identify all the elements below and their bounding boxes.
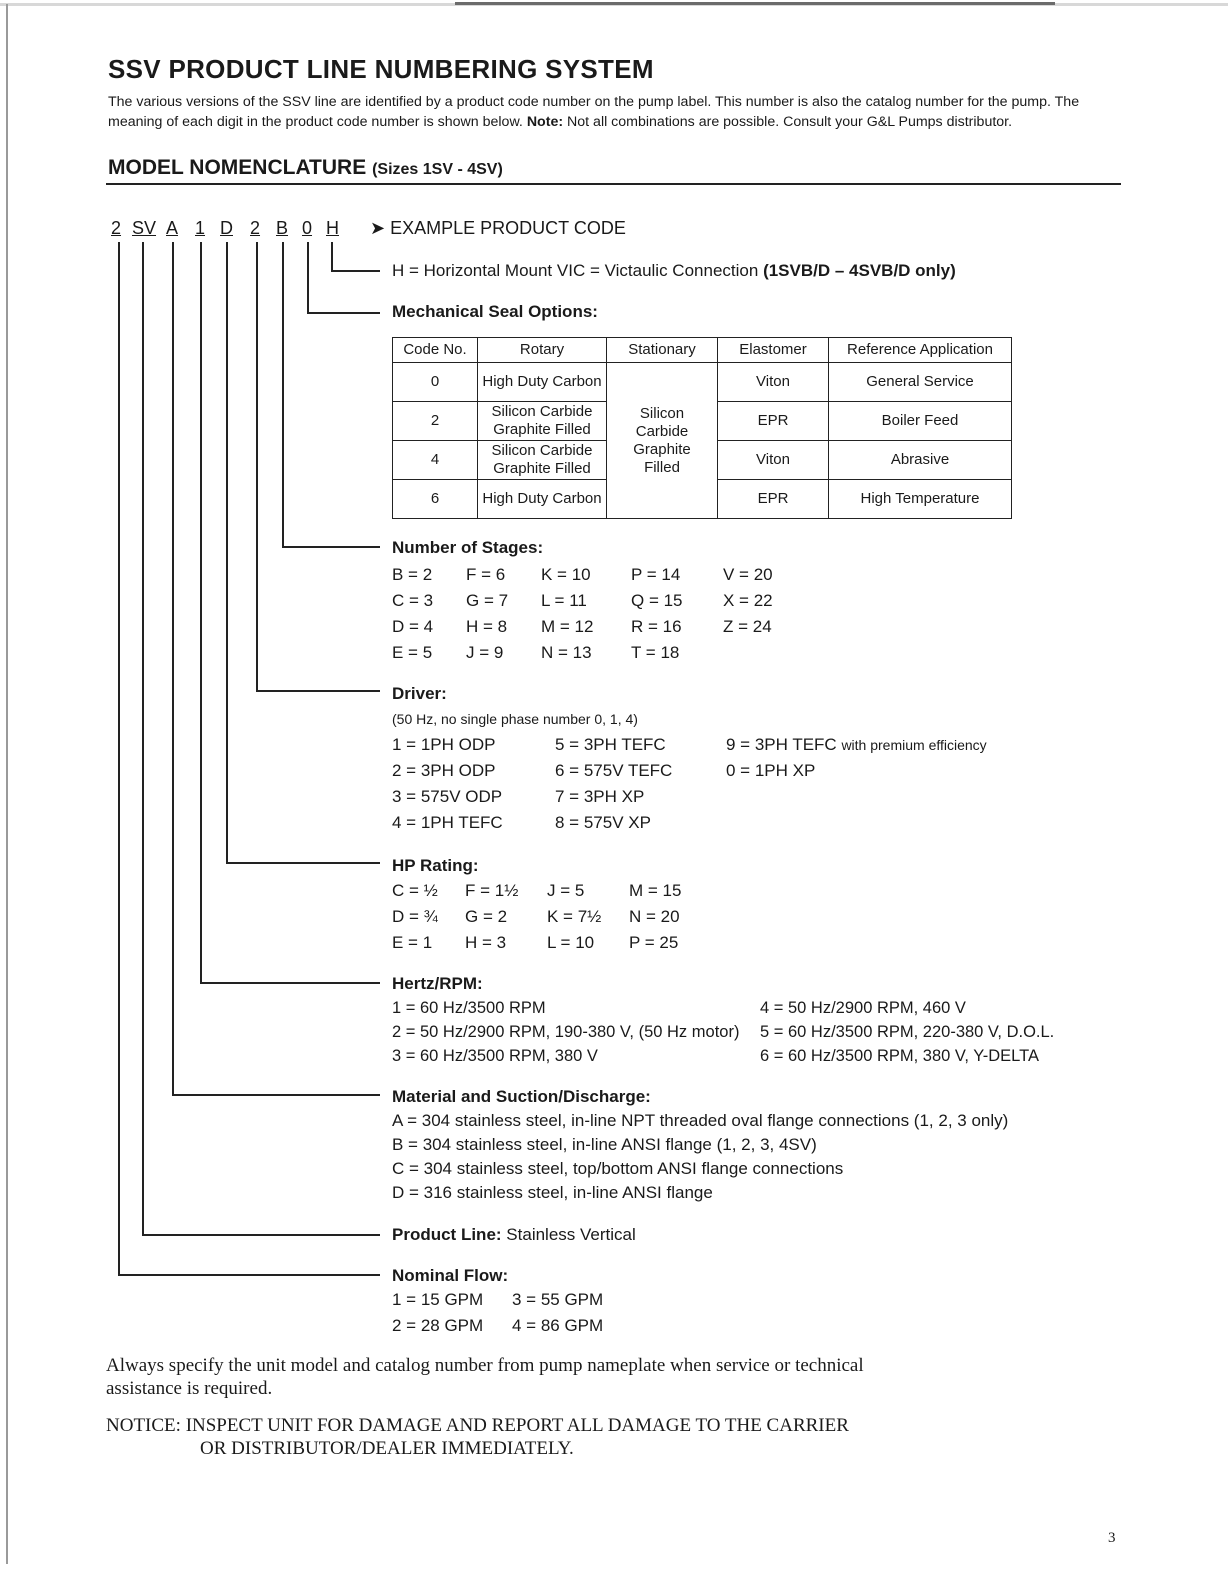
stage-item: K = 10 (541, 565, 591, 584)
driver-premium-note: with premium efficiency (841, 737, 987, 753)
hertz-item: 1 = 60 Hz/3500 RPM (392, 999, 546, 1017)
hp-item: F = 1½ (465, 881, 519, 900)
stage-item: X = 22 (723, 591, 773, 610)
seal-application: High Temperature (829, 480, 1012, 519)
driver-item: 8 = 575V XP (555, 813, 651, 832)
connector-material (172, 242, 174, 1095)
intro-paragraph (108, 92, 1118, 132)
hp-item: E = 1 (392, 933, 433, 952)
horizontal-mount-line (392, 260, 956, 282)
seal-stationary: Silicon Carbide Graphite Filled (607, 363, 718, 519)
notice-text-1: INSPECT UNIT FOR DAMAGE AND REPORT ALL DAMAGE TO THE CARRIER (185, 1415, 849, 1436)
stage-item: H = 8 (466, 617, 508, 636)
seal-application: General Service (829, 363, 1012, 402)
code-char-hertz: 1 (195, 218, 206, 238)
seal-rotary: Silicon Carbide Graphite Filled (478, 402, 607, 441)
material-item: A = 304 stainless steel, in-line NPT threaded oval flange connections (1, 2, 3 only) (392, 1111, 1009, 1130)
code-char-driver: 2 (250, 218, 261, 238)
connector-flow-h (118, 1274, 380, 1276)
seal-heading: Mechanical Seal Options: (392, 302, 598, 321)
hertz-item: 6 = 60 Hz/3500 RPM, 380 V, Y-DELTA (760, 1047, 1039, 1065)
connector-seal-h (307, 312, 380, 314)
flow-grid (392, 1287, 612, 1339)
stage-item: Z = 24 (723, 617, 772, 636)
code-char-horizontal: H (326, 218, 339, 238)
flow-item: 1 = 15 GPM (392, 1290, 484, 1309)
stage-item: P = 14 (631, 565, 681, 584)
connector-line-h (142, 1234, 380, 1236)
subtitle-sizes: (Sizes 1SV - 4SV) (372, 161, 503, 178)
stage-item: V = 20 (723, 565, 773, 584)
intro-text: The various versions of the SSV line are identified by a product code number on the pump label. This number is also the catalog number for the pump. The meaning of each digit in the product code number is shown below. (108, 94, 1080, 130)
material-item: C = 304 stainless steel, top/bottom ANSI flange connections (392, 1159, 844, 1178)
hp-item: C = ½ (392, 881, 438, 900)
stage-item (723, 640, 803, 666)
connector-horizontal (331, 242, 333, 271)
seal-code: 6 (393, 480, 478, 519)
hp-item: J = 5 (547, 881, 585, 900)
hp-item: H = 3 (465, 933, 507, 952)
driver-item: 5 = 3PH TEFC (555, 735, 666, 754)
hp-item: D = ¾ (392, 907, 438, 926)
connector-hertz (200, 242, 202, 983)
seal-col-rotary: Rotary (478, 338, 607, 363)
subtitle-rule (106, 183, 1121, 185)
driver-item: 2 = 3PH ODP (392, 761, 496, 780)
hp-item: G = 2 (465, 907, 508, 926)
stage-item: D = 4 (392, 617, 434, 636)
driver-item: 3 = 575V ODP (392, 787, 503, 806)
connector-line (142, 242, 144, 1235)
driver-item: 1 = 1PH ODP (392, 735, 496, 754)
specify-note: Always specify the unit model and catalog number from pump nameplate when service or technical assistance is required. (106, 1355, 864, 1399)
top-rule-dark (455, 2, 1055, 5)
seal-rotary: High Duty Carbon (478, 363, 607, 402)
driver-grid (392, 732, 986, 836)
connector-seal (307, 242, 309, 313)
seal-elastomer: Viton (718, 363, 829, 402)
driver-item-premium (726, 732, 986, 758)
seal-elastomer: EPR (718, 402, 829, 441)
hertz-heading: Hertz/RPM: (392, 974, 483, 993)
horizontal-mount-text: H = Horizontal Mount VIC = Victaulic Connection (392, 261, 759, 280)
page-title: SSV PRODUCT LINE NUMBERING SYSTEM (108, 54, 654, 84)
hertz-item: 2 = 50 Hz/2900 RPM, 190-380 V, (50 Hz motor) (392, 1023, 740, 1041)
hp-item: K = 7½ (547, 907, 602, 926)
driver-heading: Driver: (392, 684, 447, 703)
material-list (392, 1109, 1008, 1205)
product-line-heading: Product Line: (392, 1225, 502, 1244)
hertz-item: 5 = 60 Hz/3500 RPM, 220-380 V, D.O.L. (760, 1023, 1055, 1041)
connector-stages-h (282, 546, 380, 548)
connector-hp (226, 242, 228, 863)
seal-application: Abrasive (829, 441, 1012, 480)
left-margin-rule (6, 4, 8, 1564)
connector-hertz-h (200, 982, 380, 984)
seal-elastomer: Viton (718, 441, 829, 480)
horizontal-mount-note: (1SVB/D – 4SVB/D only) (763, 261, 956, 280)
subtitle-text: MODEL NOMENCLATURE (108, 156, 367, 179)
stage-item: L = 11 (541, 591, 587, 610)
material-item: D = 316 stainless steel, in-line ANSI flange (392, 1183, 713, 1202)
connector-driver (256, 242, 258, 691)
code-char-flow: 2 (111, 218, 122, 238)
example-label (370, 218, 626, 239)
driver-item: 7 = 3PH XP (555, 787, 645, 806)
arrow-left-icon: ➤ (370, 218, 386, 238)
stage-item: R = 16 (631, 617, 682, 636)
connector-stages (282, 242, 284, 547)
seal-code: 0 (393, 363, 478, 402)
stage-item: T = 18 (631, 643, 680, 662)
connector-horizontal-h (331, 270, 380, 272)
hp-heading: HP Rating: (392, 856, 479, 875)
section-subtitle (108, 156, 503, 180)
connector-flow (118, 242, 120, 1275)
connector-hp-h (226, 862, 380, 864)
seal-col-elastomer: Elastomer (718, 338, 829, 363)
example-label-text: EXAMPLE PRODUCT CODE (390, 218, 626, 238)
product-line-value: Stainless Vertical (506, 1225, 636, 1244)
hertz-grid (392, 996, 1060, 1068)
flow-item: 3 = 55 GPM (512, 1290, 604, 1309)
seal-code: 4 (393, 441, 478, 480)
seal-rotary: High Duty Carbon (478, 480, 607, 519)
stage-item: J = 9 (466, 643, 504, 662)
stage-item: Q = 15 (631, 591, 683, 610)
driver-item: 6 = 575V TEFC (555, 761, 673, 780)
driver-item: 0 = 1PH XP (726, 761, 816, 780)
code-char-material: A (166, 218, 179, 238)
code-char-seal: 0 (302, 218, 313, 238)
stage-item: C = 3 (392, 591, 434, 610)
code-char-line: SV (132, 218, 157, 238)
connector-material-h (172, 1094, 380, 1096)
seal-col-stationary: Stationary (607, 338, 718, 363)
seal-col-code: Code No. (393, 338, 478, 363)
stages-heading: Number of Stages: (392, 538, 544, 557)
hp-item: M = 15 (629, 881, 682, 900)
table-row (393, 363, 1012, 402)
notice-label: NOTICE: (106, 1415, 181, 1436)
material-heading: Material and Suction/Discharge: (392, 1087, 651, 1106)
stage-item: E = 5 (392, 643, 433, 662)
flow-item: 2 = 28 GPM (392, 1316, 484, 1335)
flow-heading: Nominal Flow: (392, 1266, 509, 1285)
seal-rotary: Silicon Carbide Graphite Filled (478, 441, 607, 480)
flow-item: 4 = 86 GPM (512, 1316, 604, 1335)
driver-item: 4 = 1PH TEFC (392, 813, 503, 832)
seal-elastomer: EPR (718, 480, 829, 519)
product-line (392, 1224, 636, 1246)
hp-item: P = 25 (629, 933, 679, 952)
seal-code: 2 (393, 402, 478, 441)
stage-item: N = 13 (541, 643, 592, 662)
notice-line-2: OR DISTRIBUTOR/DEALER IMMEDIATELY. (200, 1438, 574, 1459)
driver-item: 9 = 3PH TEFC (726, 735, 837, 754)
hertz-item: 3 = 60 Hz/3500 RPM, 380 V (392, 1047, 598, 1065)
code-char-stages: B (276, 218, 289, 238)
stage-item: M = 12 (541, 617, 594, 636)
seal-header-row (393, 338, 1012, 363)
page-number: 3 (1108, 1530, 1116, 1546)
driver-item (726, 810, 986, 836)
stages-grid (392, 562, 803, 666)
hp-item: N = 20 (629, 907, 680, 926)
hp-item: L = 10 (547, 933, 595, 952)
driver-note: (50 Hz, no single phase number 0, 1, 4) (392, 711, 638, 727)
hp-grid (392, 878, 699, 956)
hertz-item: 4 = 50 Hz/2900 RPM, 460 V (760, 999, 966, 1017)
notice-line-1 (106, 1414, 849, 1437)
driver-item (726, 784, 986, 810)
stage-item: B = 2 (392, 565, 433, 584)
code-char-hp: D (220, 218, 233, 238)
stage-item: G = 7 (466, 591, 509, 610)
seal-col-application: Reference Application (829, 338, 1012, 363)
material-item: B = 304 stainless steel, in-line ANSI flange (1, 2, 3, 4SV) (392, 1135, 817, 1154)
connector-driver-h (256, 690, 380, 692)
seal-application: Boiler Feed (829, 402, 1012, 441)
seal-table (392, 337, 1012, 519)
intro-note-label: Note: (526, 114, 564, 130)
stage-item: F = 6 (466, 565, 506, 584)
intro-note-text: Not all combinations are possible. Consult your G&L Pumps distributor. (567, 114, 1013, 130)
